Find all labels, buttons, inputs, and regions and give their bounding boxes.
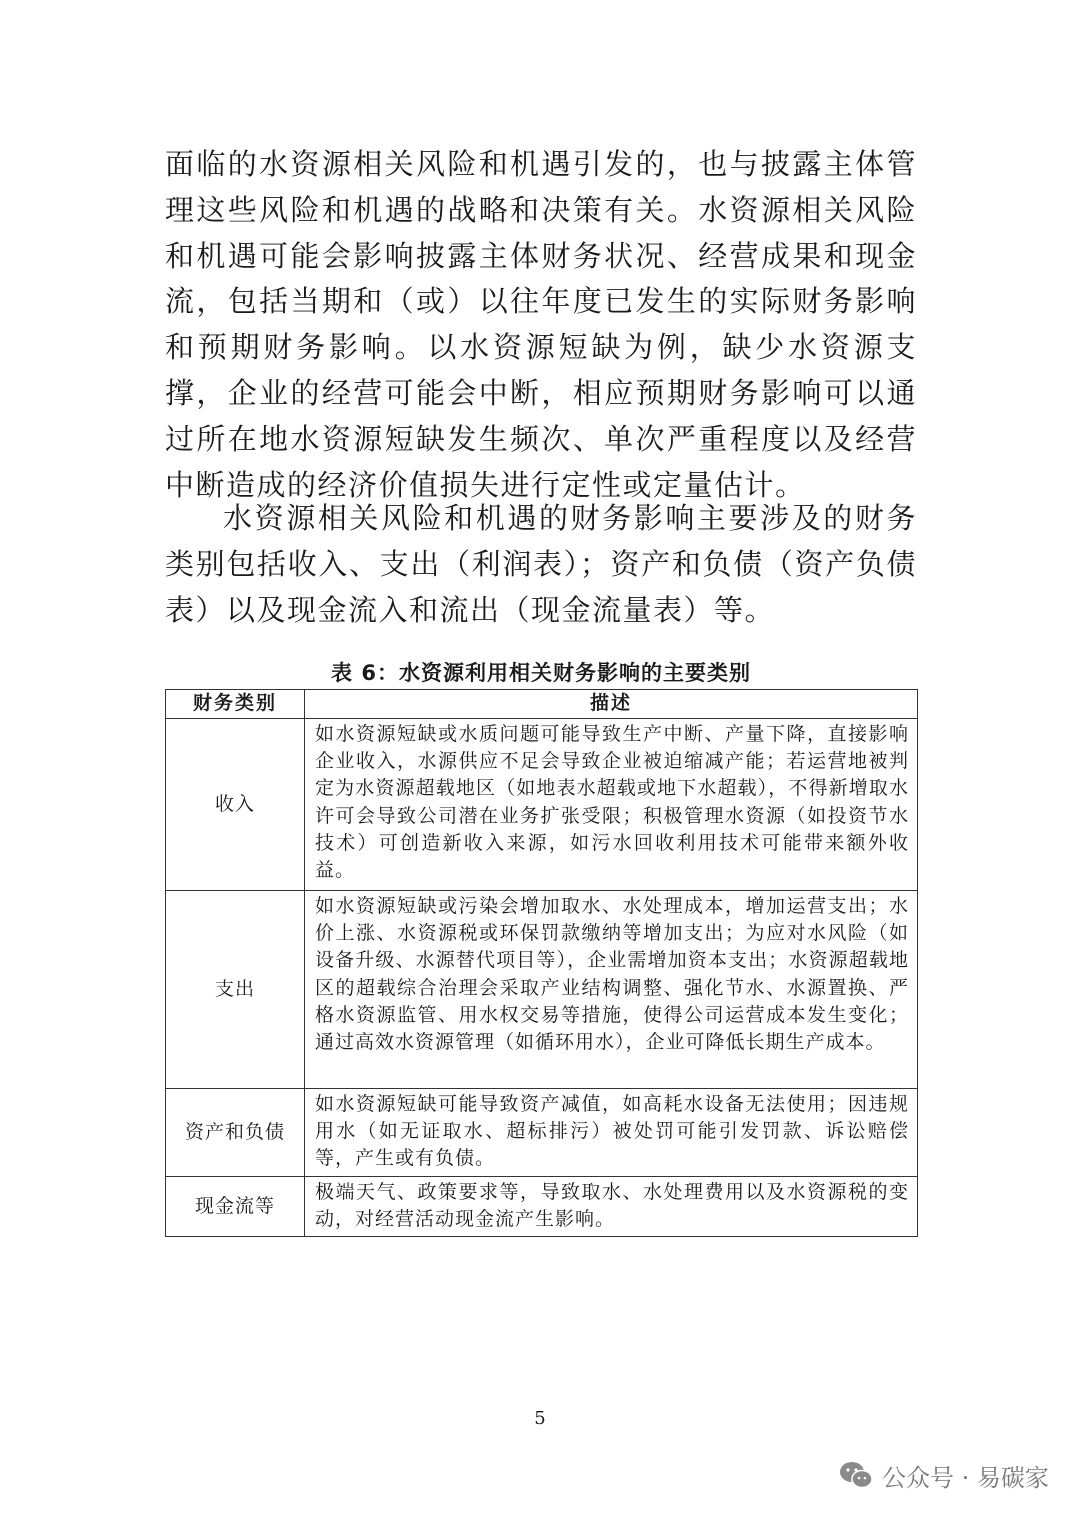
row-description: 如水资源短缺或水质问题可能导致生产中断、产量下降，直接影响企业收入，水源供应不足会导致企业被迫缩减产能；若运营地被判定为水资源超载地区（如地表水超载或地下水超载），不得新增取水许可会导致公司潜在业务扩张受限；积极管理水资源（如投资节水技术）可创造新收入来源，如污水回收利用技术可能带来额外收益。	[305, 719, 918, 891]
row-category: 收入	[166, 719, 305, 891]
header-description: 描述	[305, 690, 918, 719]
row-description: 如水资源短缺可能导致资产减值，如高耗水设备无法使用；因违规用水（如无证取水、超标排污）被处罚可能引发罚款、诉讼赔偿等，产生或有负债。	[305, 1089, 918, 1177]
row-category: 资产和负债	[166, 1089, 305, 1177]
table-row	[166, 891, 918, 1089]
header-category: 财务类别	[166, 690, 305, 719]
row-description: 如水资源短缺或污染会增加取水、水处理成本，增加运营支出；水价上涨、水资源税或环保罚款缴纳等增加支出；为应对水风险（如设备升级、水源替代项目等），企业需增加资本支出；水资源超载地区的超载综合治理会采取产业结构调整、强化节水、水源置换、严格水资源监管、用水权交易等措施，使得公司运营成本发生变化；通过高效水资源管理（如循环用水），企业可降低长期生产成本。	[305, 891, 918, 1089]
page-number: 5	[534, 1408, 546, 1429]
financial-impact-table	[165, 689, 918, 1237]
row-category: 支出	[166, 891, 305, 1089]
watermark-text: 公众号 · 易碳家	[882, 1463, 1049, 1492]
table-header-row	[166, 690, 918, 719]
wechat-icon	[838, 1460, 874, 1490]
table-row	[166, 1176, 918, 1236]
row-category: 现金流等	[166, 1176, 305, 1236]
body-paragraph-1: 面临的水资源相关风险和机遇引发的，也与披露主体管理这些风险和机遇的战略和决策有关。水资源相关风险和机遇可能会影响披露主体财务状况、经营成果和现金流，包括当期和（或）以往年度已发生的实际财务影响和预期财务影响。以水资源短缺为例，缺少水资源支撑，企业的经营可能会中断，相应预期财务影响可以通过所在地水资源短缺发生频次、单次严重程度以及经营中断造成的经济价值损失进行定性或定量估计。	[165, 147, 917, 502]
table-caption: 表 6：水资源利用相关财务影响的主要类别	[331, 661, 751, 685]
row-description: 极端天气、政策要求等，导致取水、水处理费用以及水资源税的变动，对经营活动现金流产生影响。	[305, 1176, 918, 1236]
watermark	[838, 1458, 1049, 1492]
body-paragraph-2: 水资源相关风险和机遇的财务影响主要涉及的财务类别包括收入、支出（利润表）；资产和负债（资产负债表）以及现金流入和流出（现金流量表）等。	[165, 501, 917, 627]
table-row	[166, 719, 918, 891]
table-row	[166, 1089, 918, 1177]
